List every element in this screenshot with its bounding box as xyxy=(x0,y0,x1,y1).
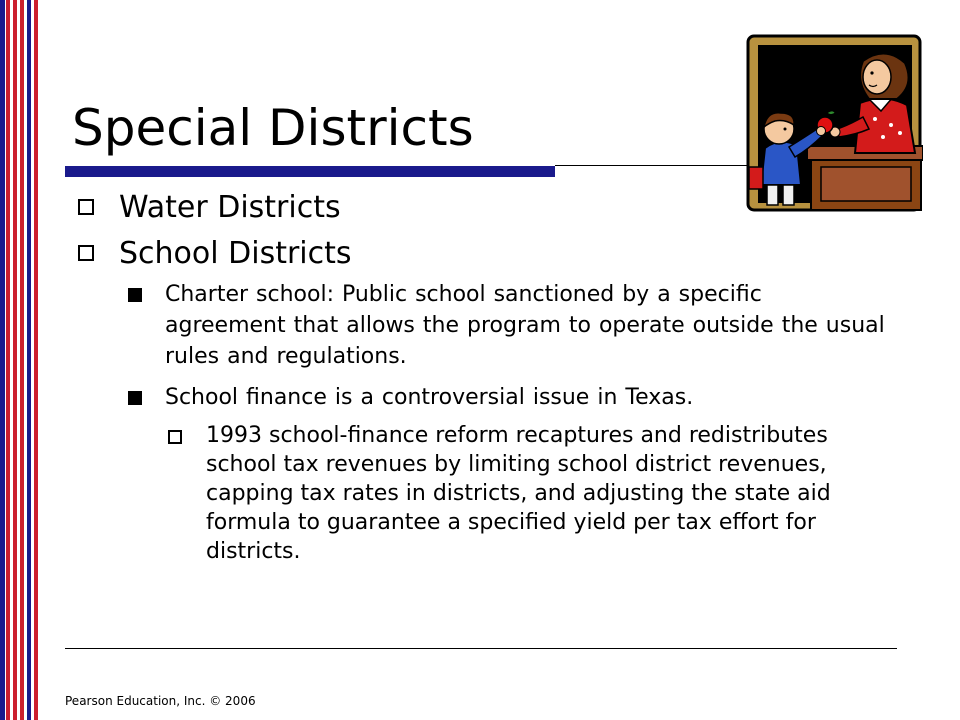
bullet-text: School Districts xyxy=(119,236,352,271)
stripe-red-1 xyxy=(6,0,10,720)
footer-copyright: Pearson Education, Inc. © 2006 xyxy=(65,694,256,708)
sub-bullet-school-finance xyxy=(128,382,888,413)
filled-square-bullet-icon xyxy=(128,391,142,405)
stripe-red-4 xyxy=(34,0,38,720)
stripe-red-3 xyxy=(20,0,24,720)
title-underline-bar xyxy=(65,166,555,177)
sub-bullet-text: Charter school: Public school sanctioned by a specific agreement that allows the program to operate outside the usual rules and regulations. xyxy=(165,282,885,369)
stripe-blue-outer xyxy=(0,0,5,720)
filled-square-bullet-icon xyxy=(128,288,142,302)
slide-title: Special Districts xyxy=(72,99,474,157)
sub-sub-bullet-text: 1993 school-finance reform recaptures and redistributes school tax revenues by limiting school district revenues, capping tax rates in districts, and adjusting the state aid formula to guarantee a specified yield per tax effort for districts. xyxy=(206,423,831,564)
stripe-red-2 xyxy=(13,0,17,720)
hollow-square-bullet-icon xyxy=(78,245,94,261)
hollow-square-bullet-icon xyxy=(78,199,94,215)
title-underline-rule xyxy=(555,165,750,166)
sub-bullet-charter-school xyxy=(128,279,888,372)
sub-sub-bullet-1993-reform xyxy=(168,421,888,566)
bullet-text: Water Districts xyxy=(119,190,341,225)
footer-rule xyxy=(65,648,897,649)
stripe-blue-inner xyxy=(27,0,31,720)
teacher-student-apple-icon xyxy=(745,33,923,213)
sub-bullet-text: School finance is a controversial issue in Texas. xyxy=(165,385,694,410)
hollow-square-bullet-icon xyxy=(168,430,182,444)
